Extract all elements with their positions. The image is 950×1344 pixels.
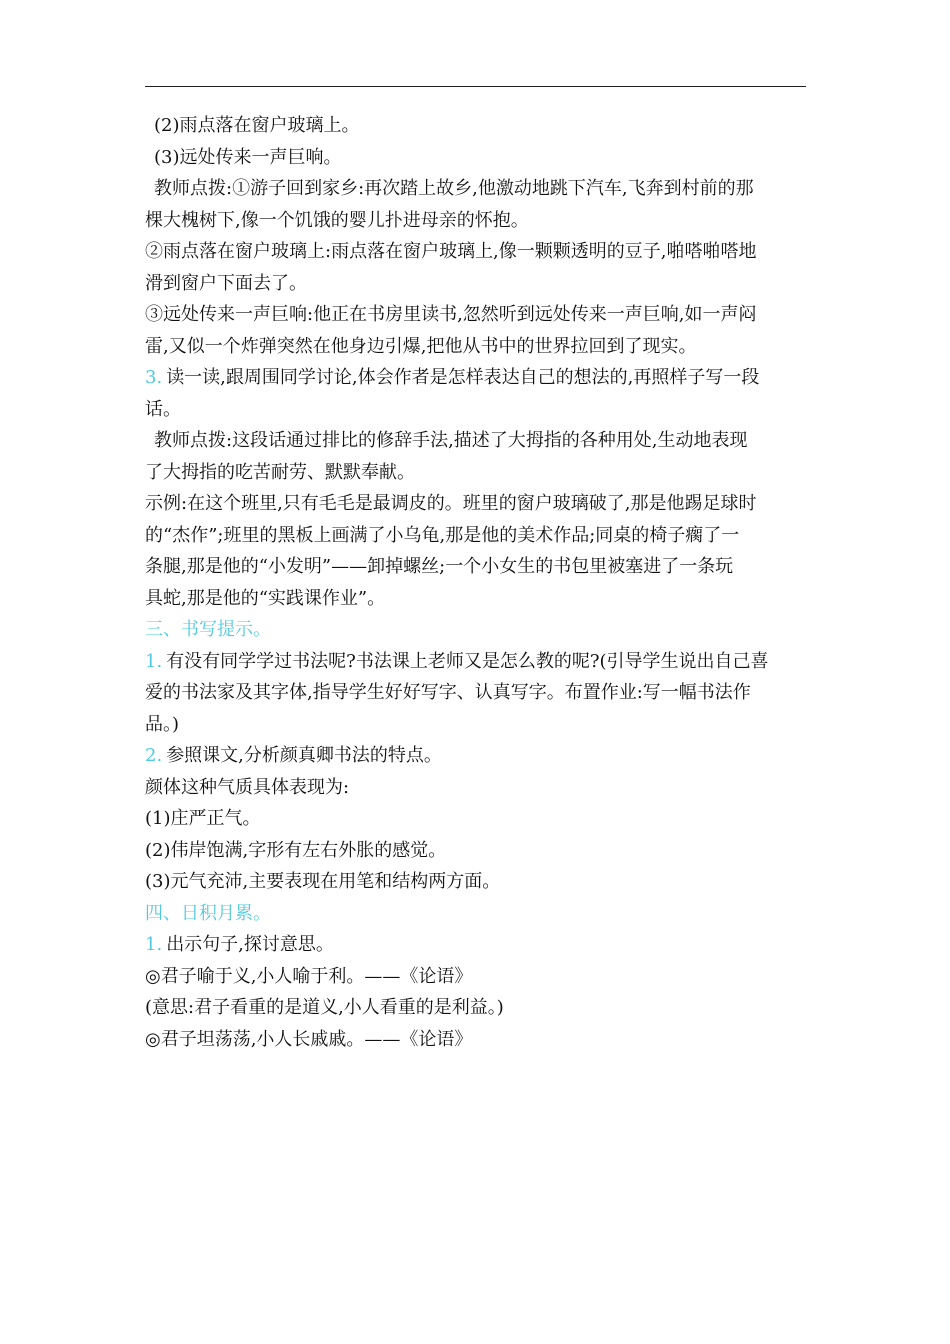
- text-line: 雷,又似一个炸弹突然在他身边引爆,把他从书中的世界拉回到了现实。: [145, 335, 697, 357]
- text-line: 滑到窗户下面去了。: [145, 272, 307, 294]
- item-number: 3.: [145, 367, 163, 388]
- text-line: ③远处传来一声巨响:他正在书房里读书,忽然听到远处传来一声巨响,如一声闷: [145, 304, 757, 325]
- text-line: (2)雨点落在窗户玻璃上。: [154, 115, 360, 136]
- text-line: 具蛇,那是他的“实践课作业”。: [145, 587, 386, 609]
- text-line: (2)伟岸饱满,字形有左右外胀的感觉。: [145, 839, 447, 861]
- header-rule: [145, 86, 806, 87]
- text-line: ②雨点落在窗户玻璃上:雨点落在窗户玻璃上,像一颗颗透明的豆子,啪嗒啪嗒地: [145, 241, 757, 262]
- numbered-item: 3. 读一读,跟周围同学讨论,体会作者是怎样表达自己的想法的,再照样子写一段: [145, 367, 760, 388]
- quote-line: ◎君子坦荡荡,小人长戚戚。——《论语》: [145, 1028, 473, 1050]
- item-number: 2.: [145, 745, 163, 766]
- numbered-item: 2. 参照课文,分析颜真卿书法的特点。: [145, 745, 442, 766]
- numbered-item: 1. 出示句子,探讨意思。: [145, 934, 334, 955]
- text-line: 品。): [145, 713, 180, 735]
- section-heading: 三、书写提示。: [145, 619, 271, 640]
- quote-line: ◎君子喻于义,小人喻于利。——《论语》: [145, 965, 473, 987]
- text-line: (3)元气充沛,主要表现在用笔和结构两方面。: [145, 871, 501, 892]
- item-number: 1.: [145, 650, 163, 672]
- text-line: (意思:君子看重的是道义,小人看重的是利益。): [145, 997, 504, 1018]
- text-line: (3)远处传来一声巨响。: [154, 146, 342, 168]
- text-line: 条腿,那是他的“小发明”——卸掉螺丝;一个小女生的书包里被塞进了一条玩: [145, 556, 734, 577]
- example-line: 示例:在这个班里,只有毛毛是最调皮的。班里的窗户玻璃破了,那是他踢足球时: [145, 493, 757, 514]
- item-number: 1.: [145, 934, 163, 955]
- text-line: 棵大槐树下,像一个饥饿的婴儿扑进母亲的怀抱。: [145, 209, 529, 231]
- section-heading: 四、日积月累。: [145, 902, 271, 924]
- numbered-item: 1. 有没有同学学过书法呢?书法课上老师又是怎么教的呢?(引导学生说出自己喜: [145, 650, 769, 672]
- text-line: 爱的书法家及其字体,指导学生好好写字、认真写字。布置作业:写一幅书法作: [145, 682, 751, 703]
- text-line: 话。: [145, 398, 181, 420]
- text-line: 的“杰作”;班里的黑板上画满了小乌龟,那是他的美术作品;同桌的椅子瘸了一: [145, 524, 740, 546]
- document-body: [145, 110, 810, 1055]
- text-line: 颜体这种气质具体表现为:: [145, 776, 350, 798]
- text-line: 了大拇指的吃苦耐劳、默默奉献。: [145, 461, 415, 483]
- teacher-tip-line: 教师点拨:①游子回到家乡:再次踏上故乡,他激动地跳下汽车,飞奔到村前的那: [154, 178, 754, 199]
- text-line: (1)庄严正气。: [145, 808, 261, 829]
- teacher-tip-line: 教师点拨:这段话通过排比的修辞手法,描述了大拇指的各种用处,生动地表现: [154, 430, 748, 451]
